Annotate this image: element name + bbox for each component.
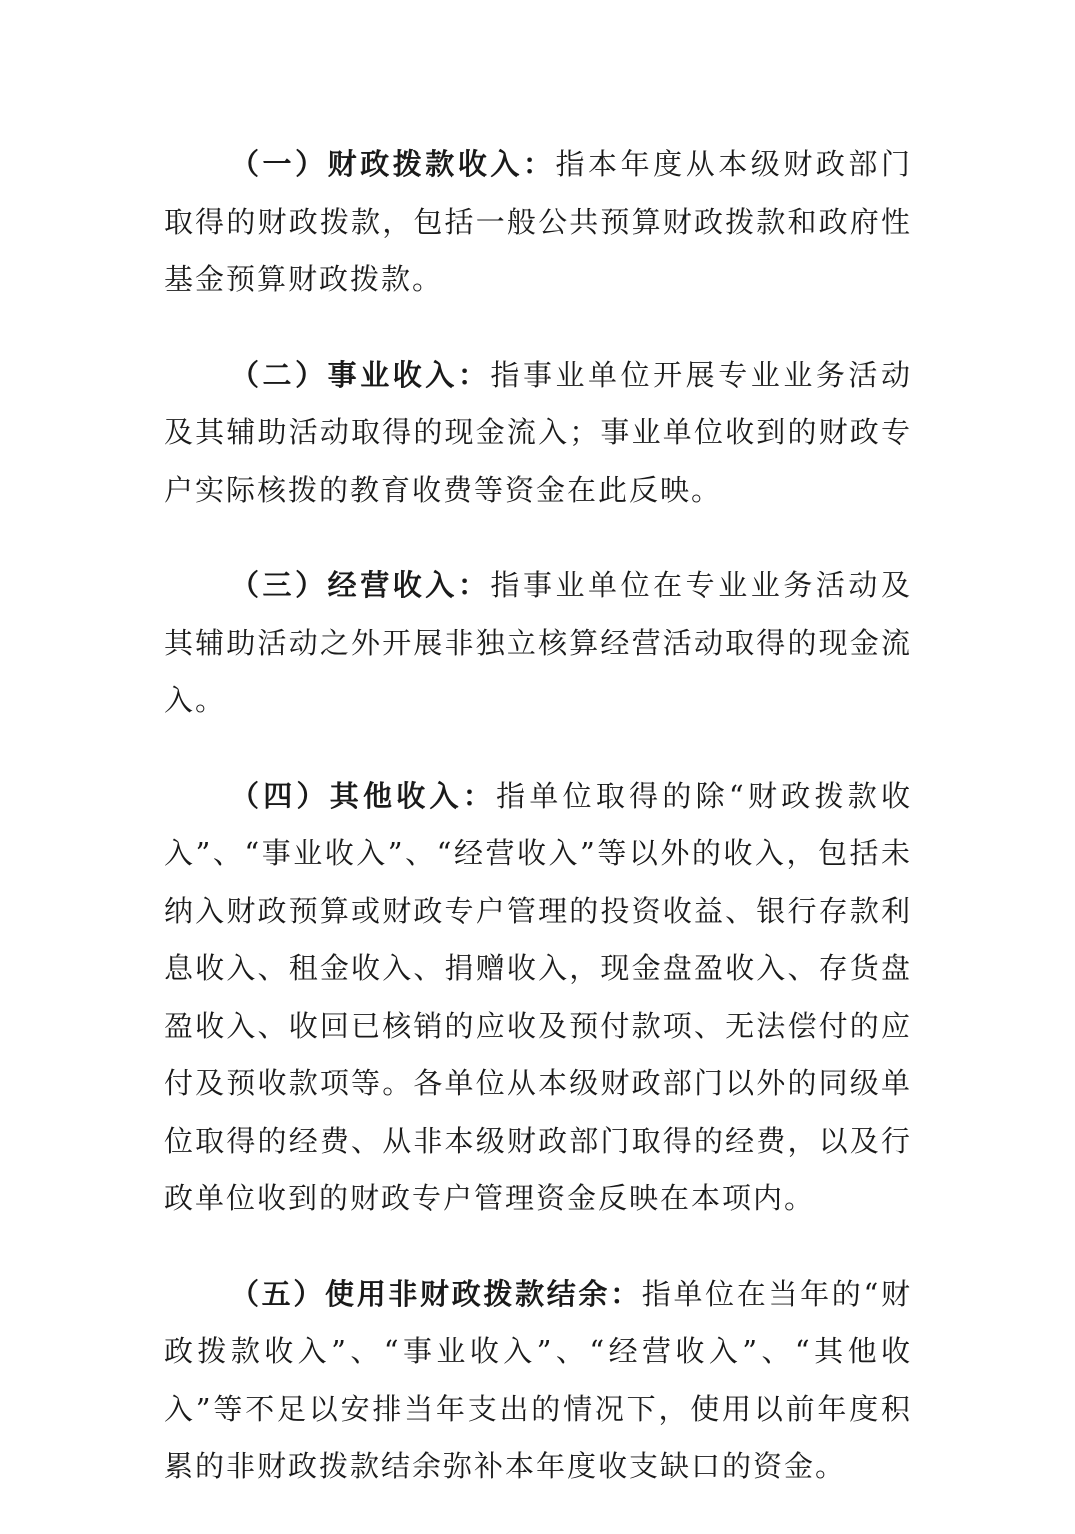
paragraph-text: 指单位取得的除“财政拨款收入”、“事业收入”、“经营收入”等以外的收入，包括未纳入财政预算或财政专户管理的投资收益、银行存款利息收入、租金收入、捐赠收入，现金盘盈收入、存货盘盈收入、收回已核销的应收及预付款项、无法偿付的应付及预收款项等。各单位从本级财政部门以外的同级单位取得的经费、从非本级财政部门取得的经费，以及行政单位收到的财政专户管理资金反映在本项内。 <box>164 778 912 1215</box>
paragraph-text: 指事业单位开展专业业务活动及其辅助活动取得的现金流入；事业单位收到的财政专户实际核拨的教育收费等资金在此反映。 <box>164 357 912 507</box>
paragraph-text: 指本年度从本级财政部门取得的财政拨款，包括一般公共预算财政拨款和政府性基金预算财政拨款。 <box>164 147 912 296</box>
paragraph-heading: （四）其他收入： <box>230 778 497 813</box>
document-body <box>164 136 912 1534</box>
paragraph-heading: （二）事业收入： <box>230 357 491 392</box>
paragraph-other-income <box>164 768 912 1228</box>
paragraph-text: 指事业单位在专业业务活动及其辅助活动之外开展非独立核算经营活动取得的现金流入。 <box>164 568 912 717</box>
paragraph-non-fiscal-surplus-usage <box>164 1266 912 1496</box>
paragraph-text: 指单位在当年的“财政拨款收入”、“事业收入”、“经营收入”、“其他收入”等不足以安排当年支出的情况下，使用以前年度积累的非财政拨款结余弥补本年度收支缺口的资金。 <box>164 1276 912 1483</box>
paragraph-heading: （一）财政拨款收入： <box>230 147 556 181</box>
paragraph-fiscal-appropriation-income <box>164 136 912 309</box>
paragraph-heading: （五）使用非财政拨款结余： <box>230 1276 642 1311</box>
paragraph-business-income <box>164 347 912 520</box>
paragraph-operating-income <box>164 557 912 730</box>
paragraph-heading: （三）经营收入： <box>230 568 491 602</box>
